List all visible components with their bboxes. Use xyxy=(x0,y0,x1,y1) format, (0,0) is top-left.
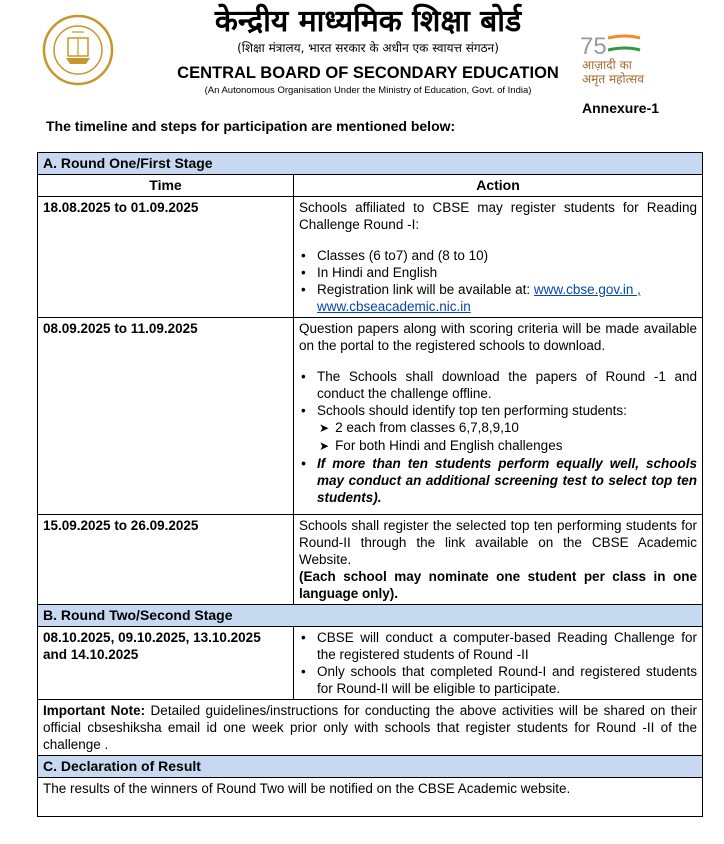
column-header-row xyxy=(38,175,703,197)
row3-time: 15.09.2025 to 26.09.2025 xyxy=(38,515,294,605)
result-row xyxy=(38,778,703,817)
table-row xyxy=(38,318,703,515)
table-row xyxy=(38,515,703,605)
list-item xyxy=(317,402,697,455)
section-b-heading: B. Round Two/Second Stage xyxy=(38,605,703,627)
registration-text: Registration link will be available at: xyxy=(317,282,534,297)
result-text-content: The results of the winners of Round Two will be notified on the CBSE Academic website. xyxy=(43,781,571,796)
row1-time: 18.08.2025 to 01.09.2025 xyxy=(38,197,294,318)
row1-action xyxy=(294,197,703,318)
table-row xyxy=(38,627,703,700)
row1-bullets xyxy=(299,247,697,315)
section-c-heading: C. Declaration of Result xyxy=(38,756,703,778)
row3-action xyxy=(294,515,703,605)
intro-text: The timeline and steps for participation are mentioned below: xyxy=(46,118,456,134)
svg-text:75: 75 xyxy=(580,33,607,60)
sub-list-item: ➤ 2 each from classes 6,7,8,9,10 xyxy=(319,419,697,437)
list-item: • Classes (6 to7) and (8 to 10) xyxy=(317,247,697,264)
section-a-heading: A. Round One/First Stage xyxy=(38,153,703,175)
cbse-academic-link[interactable]: www.cbseacademic.nic.in xyxy=(317,299,471,314)
list-item: • CBSE will conduct a computer-based Reading Challenge for the registered students of Round -II xyxy=(317,629,697,663)
azadi-text-line1: आज़ादी का xyxy=(582,58,632,72)
col-time-heading: Time xyxy=(38,175,294,197)
note-label: Important Note: xyxy=(43,703,146,718)
list-item: • Only schools that completed Round-I and registered students for Round-II will be eligible to participate. xyxy=(317,663,697,697)
row2-bullet2-text: Schools should identify top ten performing students: xyxy=(317,403,627,418)
sub-list-item: ➤ For both Hindi and English challenges xyxy=(319,437,697,455)
english-board-subtitle: (An Autonomous Organisation Under the Ministry of Education, Govt. of India) xyxy=(204,85,532,96)
row2-time: 08.09.2025 to 11.09.2025 xyxy=(38,318,294,515)
annexure-label: Annexure-1 xyxy=(582,100,660,116)
list-item: • The Schools shall download the papers of Round -1 and conduct the challenge offline. xyxy=(317,368,697,402)
result-text xyxy=(38,778,703,817)
row2-bullets xyxy=(299,368,697,506)
row2-action xyxy=(294,318,703,515)
section-c-row xyxy=(38,756,703,778)
row3-text: Schools shall register the selected top ten performing students for Round-II through the link available on the CBSE Academic Website. xyxy=(299,518,697,567)
note-text: Detailed guidelines/instructions for conducting the above activities will be shared on their official cbseshiksha email id one week prior only with schools that register students for Round -II of the challenge . xyxy=(43,703,697,752)
timeline-table xyxy=(37,152,703,817)
row2-text: Question papers along with scoring criteria will be made available on the portal to the registered schools to download. xyxy=(299,321,697,353)
cbse-seal-icon xyxy=(42,14,114,86)
table-row xyxy=(38,197,703,318)
note-row xyxy=(38,700,703,756)
row4-bullets xyxy=(299,629,697,697)
hindi-board-name: केन्द्रीय माध्यमिक शिक्षा बोर्ड xyxy=(214,4,522,39)
azadi-logo-text xyxy=(582,58,644,86)
cbse-gov-link[interactable]: www.cbse.gov.in , xyxy=(533,282,641,297)
hindi-board-subtitle: (शिक्षा मंत्रालय, भारत सरकार के अधीन एक स्वायत्त संगठन) xyxy=(237,41,499,55)
important-note xyxy=(38,700,703,756)
azadi-text-line2: अमृत महोत्सव xyxy=(582,72,644,86)
row4-time: 08.10.2025, 09.10.2025, 13.10.2025 and 14.10.2025 xyxy=(38,627,294,700)
col-action-heading: Action xyxy=(294,175,703,197)
list-item: • If more than ten students perform equally well, schools may conduct an additional screening test to select top ten students). xyxy=(317,455,697,506)
row1-text: Schools affiliated to CBSE may register students for Reading Challenge Round -I: xyxy=(299,200,697,232)
english-board-name: CENTRAL BOARD OF SECONDARY EDUCATION xyxy=(177,64,559,82)
section-b-row xyxy=(38,605,703,627)
list-item xyxy=(317,281,697,315)
row4-action xyxy=(294,627,703,700)
row2-sublist xyxy=(317,419,697,455)
letterhead xyxy=(0,0,724,118)
list-item: • In Hindi and English xyxy=(317,264,697,281)
section-a-row xyxy=(38,153,703,175)
row3-bold-text: (Each school may nominate one student per class in one language only). xyxy=(299,569,697,601)
